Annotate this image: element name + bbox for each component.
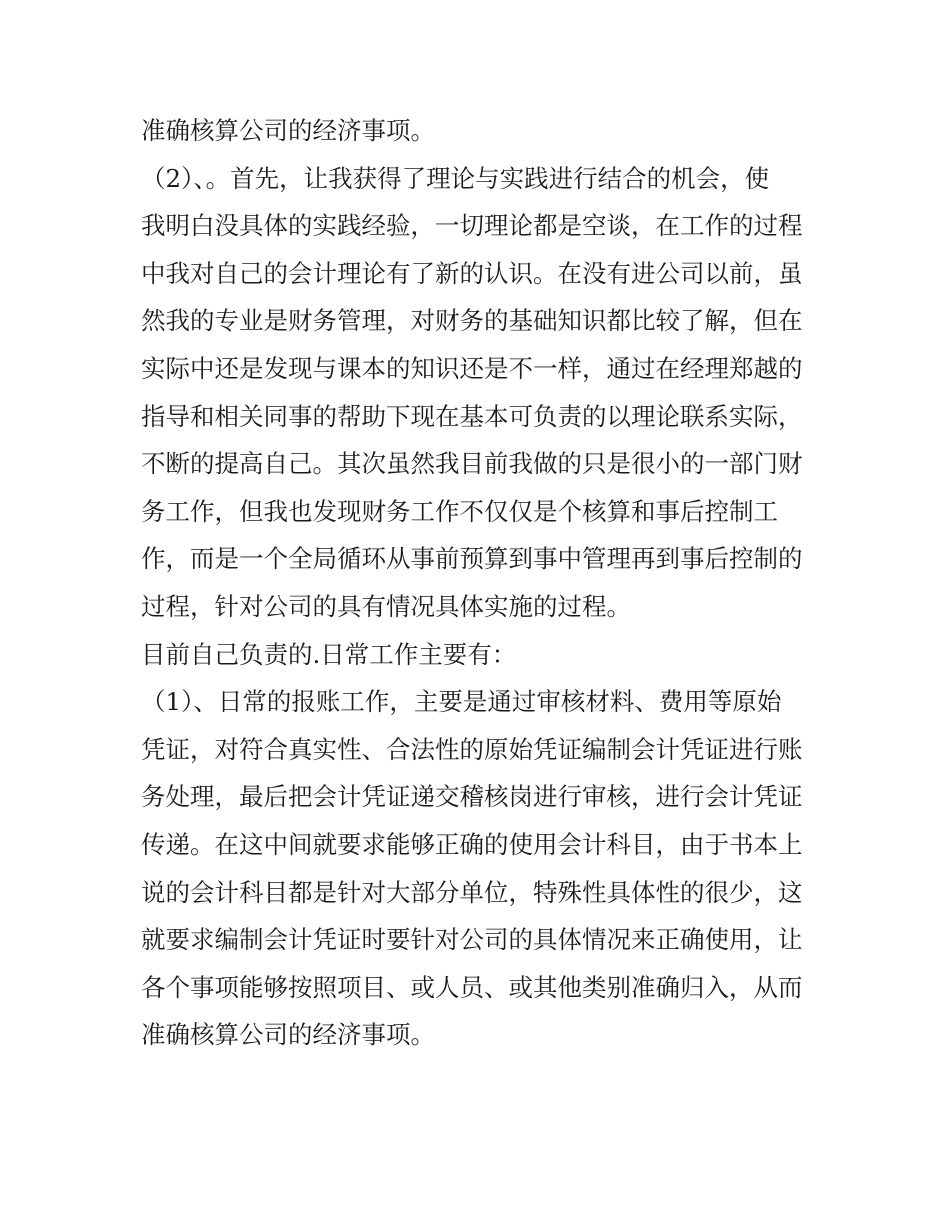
text-line: 指导和相关同事的帮助下现在基本可负责的以理论联系实际， (141, 401, 803, 431)
text-line: 我明白没具体的实践经验，一切理论都是空谈，在工作的过程 (141, 211, 803, 241)
text-line: 然我的专业是财务管理，对财务的基础知识都比较了解，但在 (141, 306, 803, 336)
body-text (141, 107, 821, 1059)
text-line: （1）、日常的报账工作，主要是通过审核材料、费用等原始 (141, 687, 782, 717)
text-line: 目前自己负责的.日常工作主要有： (141, 639, 517, 669)
text-line: 准确核算公司的经济事项。 (141, 1020, 435, 1050)
text-line: 务处理，最后把会计凭证递交稽核岗进行审核，进行会计凭证 (141, 782, 803, 812)
text-line: 准确核算公司的经济事项。 (141, 116, 435, 145)
text-line: 过程，针对公司的具有情况具体实施的过程。 (141, 591, 631, 621)
text-line: 各个事项能够按照项目、或人员、或其他类别准确归入，从而 (141, 972, 803, 1002)
text-line: 不断的提高自己。其次虽然我目前我做的只是很小的一部门财 (141, 449, 803, 479)
text-line: 传递。在这中间就要求能够正确的使用会计科目，由于书本上 (141, 829, 803, 859)
text-line: 中我对自己的会计理论有了新的认识。在没有进公司以前，虽 (141, 258, 803, 288)
text-line: 说的会计科目都是针对大部分单位，特殊性具体性的很少，这 (141, 877, 803, 907)
text-line: 作，而是一个全局循环从事前预算到事中管理再到事后控制的 (141, 544, 803, 574)
text-line: （2）、。首先，让我获得了理论与实践进行结合的机会，使 (141, 163, 770, 193)
text-line: 凭证，对符合真实性、合法性的原始凭证编制会计凭证进行账 (141, 734, 803, 764)
text-line: 实际中还是发现与课本的知识还是不一样，通过在经理郑越的 (141, 353, 803, 383)
text-line: 就要求编制会计凭证时要针对公司的具体情况来正确使用，让 (141, 925, 803, 955)
text-line: 务工作，但我也发现财务工作不仅仅是个核算和事后控制工 (141, 496, 778, 526)
